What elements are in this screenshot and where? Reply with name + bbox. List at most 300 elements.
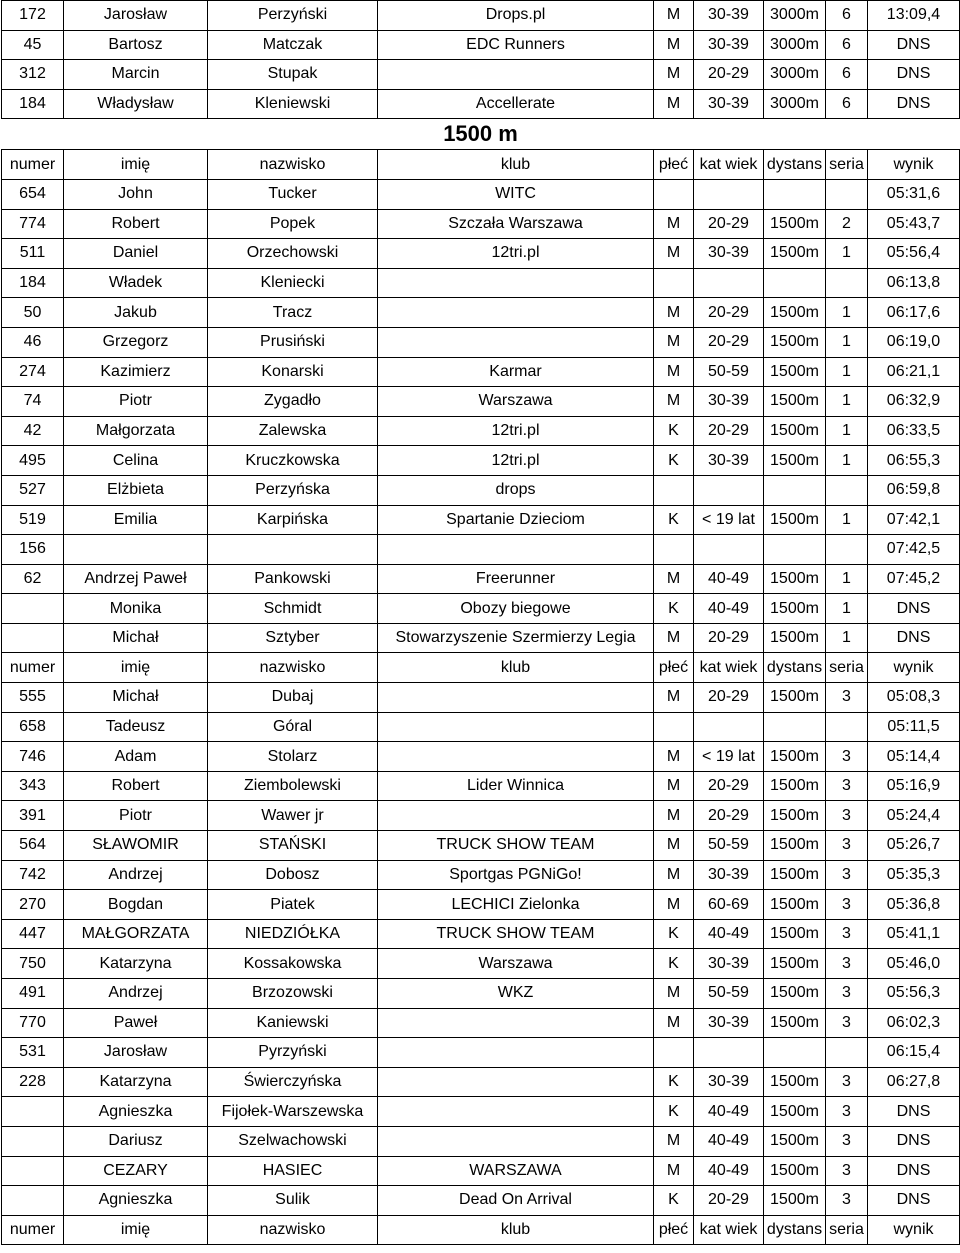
cell-kat-wiek: 40-49 <box>694 919 764 949</box>
cell-klub <box>378 1067 654 1097</box>
cell-imie: Michał <box>64 683 208 713</box>
cell-dystans: 1500m <box>764 416 826 446</box>
cell-numer: 511 <box>2 239 64 269</box>
cell-numer: 270 <box>2 890 64 920</box>
cell-plec: M <box>654 831 694 861</box>
cell-imie: Andrzej <box>64 979 208 1009</box>
cell-wynik: 06:13,8 <box>868 268 960 298</box>
cell-dystans: 1500m <box>764 949 826 979</box>
cell-nazwisko: Stupak <box>208 60 378 90</box>
cell-wynik: 06:27,8 <box>868 1067 960 1097</box>
header-klub: klub <box>378 1215 654 1245</box>
cell-kat-wiek: 40-49 <box>694 1156 764 1186</box>
table-row <box>2 357 960 387</box>
cell-wynik: 05:11,5 <box>868 712 960 742</box>
table-row <box>2 89 960 119</box>
cell-plec: M <box>654 327 694 357</box>
header-plec: płeć <box>654 653 694 683</box>
cell-numer: 658 <box>2 712 64 742</box>
cell-dystans: 1500m <box>764 860 826 890</box>
cell-seria: 3 <box>826 831 868 861</box>
table-row <box>2 771 960 801</box>
cell-klub <box>378 801 654 831</box>
cell-imie: Elżbieta <box>64 475 208 505</box>
cell-plec <box>654 712 694 742</box>
cell-kat-wiek: 30-39 <box>694 387 764 417</box>
cell-klub: Drops.pl <box>378 1 654 31</box>
cell-kat-wiek: 40-49 <box>694 564 764 594</box>
cell-numer: 312 <box>2 60 64 90</box>
cell-wynik: 05:14,4 <box>868 742 960 772</box>
cell-plec: M <box>654 683 694 713</box>
table-row <box>2 801 960 831</box>
cell-imie: Katarzyna <box>64 1067 208 1097</box>
cell-dystans: 1500m <box>764 1126 826 1156</box>
cell-wynik: 06:59,8 <box>868 475 960 505</box>
header-numer: numer <box>2 1215 64 1245</box>
cell-imie: Jarosław <box>64 1 208 31</box>
cell-klub: Lider Winnica <box>378 771 654 801</box>
cell-seria: 6 <box>826 60 868 90</box>
cell-numer: 45 <box>2 30 64 60</box>
cell-imie: John <box>64 179 208 209</box>
cell-dystans: 1500m <box>764 1186 826 1216</box>
cell-numer: 564 <box>2 831 64 861</box>
cell-imie: CEZARY <box>64 1156 208 1186</box>
cell-dystans: 1500m <box>764 623 826 653</box>
cell-kat-wiek: 50-59 <box>694 979 764 1009</box>
cell-imie <box>64 535 208 565</box>
cell-dystans: 1500m <box>764 594 826 624</box>
cell-imie: Małgorzata <box>64 416 208 446</box>
cell-imie: Kazimierz <box>64 357 208 387</box>
header-imie: imię <box>64 653 208 683</box>
cell-plec: M <box>654 890 694 920</box>
cell-klub: WARSZAWA <box>378 1156 654 1186</box>
cell-plec: K <box>654 1097 694 1127</box>
cell-dystans <box>764 268 826 298</box>
cell-seria: 3 <box>826 801 868 831</box>
cell-dystans: 1500m <box>764 387 826 417</box>
cell-wynik: 05:56,3 <box>868 979 960 1009</box>
cell-numer: 50 <box>2 298 64 328</box>
cell-plec: M <box>654 1126 694 1156</box>
cell-imie: Jakub <box>64 298 208 328</box>
cell-imie: Dariusz <box>64 1126 208 1156</box>
cell-seria <box>826 1038 868 1068</box>
cell-plec: K <box>654 919 694 949</box>
cell-seria: 3 <box>826 1156 868 1186</box>
table-row <box>2 1097 960 1127</box>
cell-klub: Freerunner <box>378 564 654 594</box>
cell-nazwisko: Ziembolewski <box>208 771 378 801</box>
cell-klub: Dead On Arrival <box>378 1186 654 1216</box>
cell-nazwisko: Fijołek-Warszewska <box>208 1097 378 1127</box>
cell-wynik: 05:43,7 <box>868 209 960 239</box>
cell-numer: 774 <box>2 209 64 239</box>
cell-dystans: 1500m <box>764 505 826 535</box>
header-row <box>2 150 960 180</box>
table-row <box>2 327 960 357</box>
table-row <box>2 239 960 269</box>
cell-klub <box>378 1038 654 1068</box>
cell-seria: 3 <box>826 1126 868 1156</box>
cell-nazwisko: Świerczyńska <box>208 1067 378 1097</box>
cell-dystans: 3000m <box>764 60 826 90</box>
table-row <box>2 564 960 594</box>
cell-seria <box>826 712 868 742</box>
cell-nazwisko: Kleniecki <box>208 268 378 298</box>
cell-nazwisko: Matczak <box>208 30 378 60</box>
cell-kat-wiek: 20-29 <box>694 683 764 713</box>
header-kat-wiek: kat wiek <box>694 150 764 180</box>
cell-klub <box>378 1126 654 1156</box>
cell-imie: Władek <box>64 268 208 298</box>
cell-numer <box>2 1186 64 1216</box>
cell-imie: Emilia <box>64 505 208 535</box>
cell-wynik: DNS <box>868 60 960 90</box>
cell-nazwisko <box>208 535 378 565</box>
cell-dystans: 3000m <box>764 1 826 31</box>
cell-klub: Spartanie Dzieciom <box>378 505 654 535</box>
header-seria: seria <box>826 150 868 180</box>
cell-imie: Katarzyna <box>64 949 208 979</box>
table-row <box>2 1126 960 1156</box>
table-row <box>2 298 960 328</box>
cell-plec: M <box>654 801 694 831</box>
cell-numer: 156 <box>2 535 64 565</box>
cell-dystans: 1500m <box>764 564 826 594</box>
header-plec: płeć <box>654 1215 694 1245</box>
cell-kat-wiek: 50-59 <box>694 831 764 861</box>
cell-nazwisko: Sztyber <box>208 623 378 653</box>
cell-plec <box>654 1038 694 1068</box>
cell-dystans: 3000m <box>764 30 826 60</box>
cell-dystans: 1500m <box>764 1156 826 1186</box>
cell-wynik: 06:32,9 <box>868 387 960 417</box>
cell-wynik: 06:33,5 <box>868 416 960 446</box>
cell-plec: K <box>654 446 694 476</box>
cell-wynik: 07:42,1 <box>868 505 960 535</box>
cell-plec: M <box>654 771 694 801</box>
cell-nazwisko: Kruczkowska <box>208 446 378 476</box>
cell-nazwisko: Karpińska <box>208 505 378 535</box>
cell-seria: 3 <box>826 742 868 772</box>
cell-imie: Andrzej Paweł <box>64 564 208 594</box>
cell-plec: K <box>654 949 694 979</box>
cell-kat-wiek: 20-29 <box>694 1186 764 1216</box>
cell-kat-wiek: 40-49 <box>694 1126 764 1156</box>
cell-seria: 3 <box>826 919 868 949</box>
cell-plec: M <box>654 742 694 772</box>
cell-imie: Piotr <box>64 801 208 831</box>
results-table <box>1 0 960 1245</box>
cell-plec: M <box>654 298 694 328</box>
cell-seria: 1 <box>826 564 868 594</box>
cell-kat-wiek: 20-29 <box>694 623 764 653</box>
cell-klub <box>378 712 654 742</box>
cell-numer: 391 <box>2 801 64 831</box>
cell-nazwisko: Perzyńska <box>208 475 378 505</box>
cell-numer: 531 <box>2 1038 64 1068</box>
cell-seria: 3 <box>826 1008 868 1038</box>
cell-wynik: DNS <box>868 1186 960 1216</box>
cell-seria: 1 <box>826 239 868 269</box>
cell-nazwisko: Brzozowski <box>208 979 378 1009</box>
cell-seria: 1 <box>826 505 868 535</box>
cell-imie: Daniel <box>64 239 208 269</box>
table-row <box>2 594 960 624</box>
cell-dystans <box>764 475 826 505</box>
cell-nazwisko: Sulik <box>208 1186 378 1216</box>
cell-numer: 742 <box>2 860 64 890</box>
cell-wynik: DNS <box>868 594 960 624</box>
cell-wynik: 05:24,4 <box>868 801 960 831</box>
table-row <box>2 535 960 565</box>
cell-plec: K <box>654 1186 694 1216</box>
cell-wynik: 05:41,1 <box>868 919 960 949</box>
cell-plec: K <box>654 1067 694 1097</box>
cell-dystans: 1500m <box>764 1097 826 1127</box>
cell-kat-wiek: 30-39 <box>694 89 764 119</box>
cell-wynik: DNS <box>868 623 960 653</box>
cell-klub <box>378 60 654 90</box>
table-row <box>2 1156 960 1186</box>
cell-kat-wiek: 30-39 <box>694 1067 764 1097</box>
cell-kat-wiek: 30-39 <box>694 1 764 31</box>
cell-imie: Monika <box>64 594 208 624</box>
table-row <box>2 890 960 920</box>
cell-kat-wiek: 30-39 <box>694 30 764 60</box>
cell-wynik: 06:02,3 <box>868 1008 960 1038</box>
cell-nazwisko: Stolarz <box>208 742 378 772</box>
cell-klub: Szczała Warszawa <box>378 209 654 239</box>
header-row <box>2 653 960 683</box>
cell-kat-wiek: 30-39 <box>694 1008 764 1038</box>
cell-plec: K <box>654 416 694 446</box>
cell-seria <box>826 535 868 565</box>
cell-plec <box>654 475 694 505</box>
cell-nazwisko: HASIEC <box>208 1156 378 1186</box>
cell-numer: 184 <box>2 268 64 298</box>
table-row <box>2 742 960 772</box>
cell-plec: M <box>654 209 694 239</box>
cell-numer <box>2 1097 64 1127</box>
cell-klub <box>378 1008 654 1038</box>
cell-numer: 519 <box>2 505 64 535</box>
header-plec: płeć <box>654 150 694 180</box>
cell-seria: 1 <box>826 446 868 476</box>
cell-nazwisko: Kossakowska <box>208 949 378 979</box>
cell-wynik: 06:21,1 <box>868 357 960 387</box>
cell-imie: Piotr <box>64 387 208 417</box>
cell-dystans: 1500m <box>764 771 826 801</box>
cell-numer: 770 <box>2 1008 64 1038</box>
cell-nazwisko: Góral <box>208 712 378 742</box>
table-row <box>2 919 960 949</box>
cell-nazwisko: Popek <box>208 209 378 239</box>
header-klub: klub <box>378 150 654 180</box>
cell-nazwisko: Pyrzyński <box>208 1038 378 1068</box>
cell-kat-wiek: 40-49 <box>694 594 764 624</box>
cell-dystans: 1500m <box>764 327 826 357</box>
cell-kat-wiek <box>694 268 764 298</box>
cell-kat-wiek: 30-39 <box>694 239 764 269</box>
cell-dystans: 1500m <box>764 831 826 861</box>
cell-imie: Jarosław <box>64 1038 208 1068</box>
table-row <box>2 209 960 239</box>
cell-numer: 495 <box>2 446 64 476</box>
cell-imie: Michał <box>64 623 208 653</box>
cell-kat-wiek: 20-29 <box>694 298 764 328</box>
cell-seria <box>826 475 868 505</box>
cell-plec: M <box>654 1 694 31</box>
cell-plec: K <box>654 594 694 624</box>
table-row <box>2 712 960 742</box>
cell-wynik: 05:36,8 <box>868 890 960 920</box>
cell-wynik: 05:46,0 <box>868 949 960 979</box>
cell-dystans: 1500m <box>764 683 826 713</box>
cell-klub: Accellerate <box>378 89 654 119</box>
header-wynik: wynik <box>868 1215 960 1245</box>
cell-kat-wiek <box>694 1038 764 1068</box>
cell-seria: 1 <box>826 623 868 653</box>
cell-numer: 62 <box>2 564 64 594</box>
cell-nazwisko: Wawer jr <box>208 801 378 831</box>
cell-seria: 1 <box>826 594 868 624</box>
header-wynik: wynik <box>868 150 960 180</box>
cell-wynik: 07:45,2 <box>868 564 960 594</box>
cell-imie: Tadeusz <box>64 712 208 742</box>
cell-seria: 3 <box>826 1186 868 1216</box>
cell-imie: Robert <box>64 771 208 801</box>
cell-wynik: 06:55,3 <box>868 446 960 476</box>
cell-plec: M <box>654 1156 694 1186</box>
cell-kat-wiek <box>694 179 764 209</box>
cell-wynik: 06:17,6 <box>868 298 960 328</box>
header-dystans: dystans <box>764 1215 826 1245</box>
cell-kat-wiek: 50-59 <box>694 357 764 387</box>
cell-kat-wiek: 30-39 <box>694 446 764 476</box>
cell-klub: Stowarzyszenie Szermierzy Legia <box>378 623 654 653</box>
cell-kat-wiek: 20-29 <box>694 801 764 831</box>
cell-kat-wiek: 60-69 <box>694 890 764 920</box>
cell-plec <box>654 268 694 298</box>
table-row <box>2 30 960 60</box>
header-numer: numer <box>2 150 64 180</box>
cell-nazwisko: Schmidt <box>208 594 378 624</box>
cell-dystans: 1500m <box>764 890 826 920</box>
header-seria: seria <box>826 653 868 683</box>
header-seria: seria <box>826 1215 868 1245</box>
cell-imie: Bartosz <box>64 30 208 60</box>
cell-klub: 12tri.pl <box>378 446 654 476</box>
cell-seria: 1 <box>826 357 868 387</box>
cell-imie: MAŁGORZATA <box>64 919 208 949</box>
cell-dystans <box>764 712 826 742</box>
cell-numer <box>2 1126 64 1156</box>
header-numer: numer <box>2 653 64 683</box>
cell-klub: Warszawa <box>378 387 654 417</box>
cell-klub: WKZ <box>378 979 654 1009</box>
cell-seria: 3 <box>826 890 868 920</box>
cell-kat-wiek: 30-39 <box>694 860 764 890</box>
cell-seria: 3 <box>826 1097 868 1127</box>
cell-klub: TRUCK SHOW TEAM <box>378 919 654 949</box>
cell-nazwisko: Zalewska <box>208 416 378 446</box>
cell-wynik: 05:56,4 <box>868 239 960 269</box>
table-row <box>2 1067 960 1097</box>
header-kat-wiek: kat wiek <box>694 1215 764 1245</box>
cell-seria: 3 <box>826 683 868 713</box>
table-row <box>2 979 960 1009</box>
cell-numer: 228 <box>2 1067 64 1097</box>
cell-seria: 1 <box>826 298 868 328</box>
cell-nazwisko: Orzechowski <box>208 239 378 269</box>
table-row <box>2 1008 960 1038</box>
header-imie: imię <box>64 1215 208 1245</box>
cell-wynik: DNS <box>868 89 960 119</box>
table-row <box>2 1 960 31</box>
table-row <box>2 387 960 417</box>
cell-klub: EDC Runners <box>378 30 654 60</box>
cell-plec: M <box>654 1008 694 1038</box>
table-row <box>2 623 960 653</box>
cell-nazwisko: STAŃSKI <box>208 831 378 861</box>
table-row <box>2 831 960 861</box>
cell-seria: 3 <box>826 949 868 979</box>
cell-nazwisko: Kleniewski <box>208 89 378 119</box>
cell-klub <box>378 1097 654 1127</box>
cell-imie: Paweł <box>64 1008 208 1038</box>
cell-nazwisko: Tracz <box>208 298 378 328</box>
cell-dystans: 1500m <box>764 979 826 1009</box>
table-row <box>2 860 960 890</box>
cell-kat-wiek: 30-39 <box>694 949 764 979</box>
cell-numer: 343 <box>2 771 64 801</box>
cell-klub: Obozy biegowe <box>378 594 654 624</box>
cell-wynik: DNS <box>868 1097 960 1127</box>
header-row <box>2 1215 960 1245</box>
cell-seria <box>826 268 868 298</box>
cell-plec: M <box>654 860 694 890</box>
header-imie: imię <box>64 150 208 180</box>
cell-numer: 184 <box>2 89 64 119</box>
cell-numer: 746 <box>2 742 64 772</box>
cell-dystans: 1500m <box>764 1008 826 1038</box>
cell-imie: Celina <box>64 446 208 476</box>
cell-seria: 3 <box>826 771 868 801</box>
cell-wynik: DNS <box>868 1156 960 1186</box>
cell-plec: M <box>654 979 694 1009</box>
cell-klub <box>378 683 654 713</box>
table-row <box>2 446 960 476</box>
cell-imie: Andrzej <box>64 860 208 890</box>
cell-wynik: 05:31,6 <box>868 179 960 209</box>
cell-kat-wiek <box>694 712 764 742</box>
cell-klub <box>378 298 654 328</box>
table-row <box>2 683 960 713</box>
table-row <box>2 179 960 209</box>
cell-dystans: 1500m <box>764 1067 826 1097</box>
cell-seria: 2 <box>826 209 868 239</box>
cell-numer: 555 <box>2 683 64 713</box>
cell-nazwisko: NIEDZIÓŁKA <box>208 919 378 949</box>
cell-numer: 447 <box>2 919 64 949</box>
cell-nazwisko: Konarski <box>208 357 378 387</box>
cell-wynik: 05:08,3 <box>868 683 960 713</box>
cell-dystans <box>764 535 826 565</box>
